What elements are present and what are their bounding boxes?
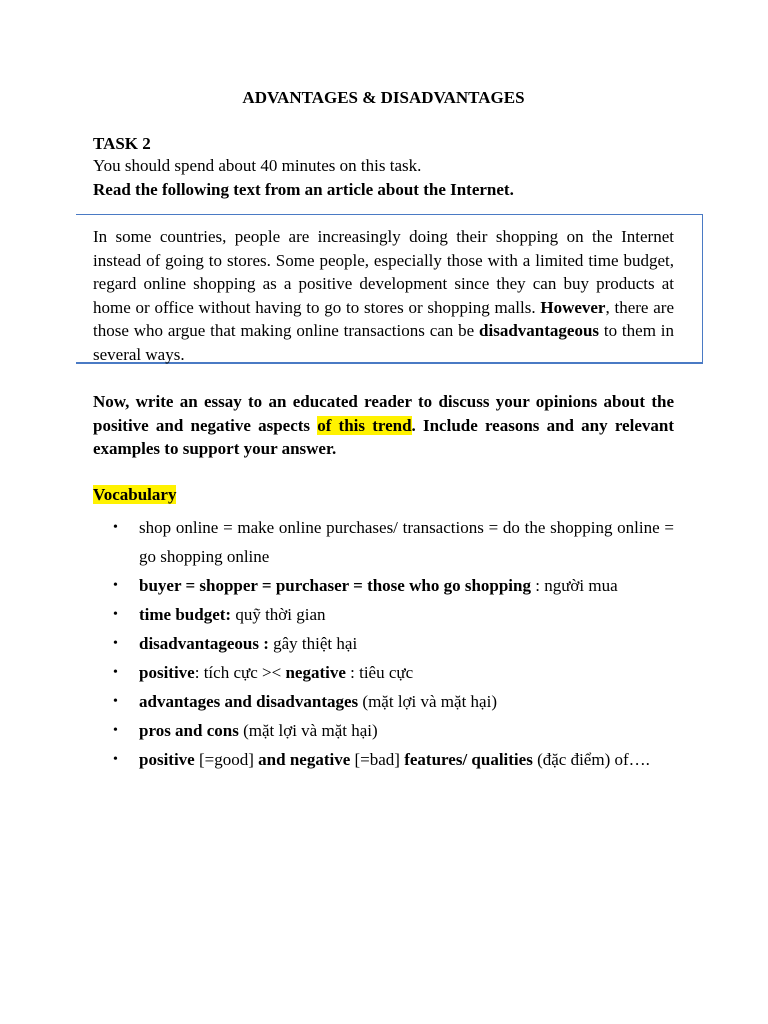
vocabulary-list [93, 513, 674, 774]
bullet-icon: • [113, 578, 118, 593]
article-excerpt [93, 225, 674, 367]
prompt-part1: Now, write an essay to an educated reader to discuss your opinions about the positive and negative aspects [93, 392, 674, 435]
vocab-term: negative [285, 663, 346, 682]
vocab-definition: [=bad] [350, 750, 405, 769]
vocabulary-item [93, 571, 674, 600]
vocabulary-item [93, 745, 674, 774]
vocabulary-item [93, 600, 674, 629]
task-read-instruction: Read the following text from an article about the Internet. [93, 180, 514, 199]
bullet-icon: • [113, 636, 118, 651]
prompt-part2: . Include reasons and any relevant examples to support your answer. [93, 415, 674, 459]
vocab-definition: quỹ thời gian [231, 605, 326, 624]
vocabulary-item [93, 513, 674, 571]
task-time-instruction: You should spend about 40 minutes on this task. [93, 156, 422, 175]
vocabulary-item [93, 658, 674, 687]
vocab-definition: (mặt lợi và mặt hại) [358, 692, 497, 711]
vocab-term: time budget: [139, 605, 232, 624]
vocab-term: disadvantageous : [139, 634, 269, 653]
vocabulary-heading-text: Vocabulary [93, 485, 177, 504]
excerpt-text-part1: In some countries, people are increasingly doing their shopping on the Internet instead of going to stores. Some people, especially those with a limited time budget, regard online shopping as a positive development since they can buy products at home or office without having to go to stores or shopping malls. [93, 227, 674, 317]
bullet-icon: • [113, 752, 118, 767]
vocab-term: positive [139, 663, 195, 682]
vocab-definition: (đặc điểm) of…. [532, 750, 650, 769]
vocab-term: advantages and disadvantages [139, 692, 359, 711]
vocab-definition: : người mua [530, 576, 618, 595]
bullet-icon: • [113, 723, 118, 738]
excerpt-text-part3: to them in several ways. [93, 321, 674, 364]
vocab-term: and negative [258, 750, 351, 769]
excerpt-text-part2: , there are those who argue that making online transactions can be [93, 297, 674, 341]
vocabulary-item [93, 687, 674, 716]
vocab-text: shop online = make online purchases/ transactions = do the shopping online = go shopping online [139, 518, 674, 566]
vocabulary-heading [93, 484, 176, 506]
task-heading: TASK 2 [93, 134, 151, 153]
bullet-icon: • [113, 694, 118, 709]
vocab-term: pros and cons [139, 721, 239, 740]
prompt-highlight: of this trend [317, 415, 412, 435]
bullet-icon: • [113, 665, 118, 680]
excerpt-disadvantageous: disadvantageous [479, 321, 600, 341]
vocab-definition: (mặt lợi và mặt hại) [238, 721, 378, 740]
vocab-term: positive [139, 750, 195, 769]
vocab-definition: : tiêu cực [345, 663, 414, 682]
vocabulary-item [93, 716, 674, 745]
vocab-definition: [=good] [194, 750, 259, 769]
vocabulary-item [93, 629, 674, 658]
vocab-term: features/ qualities [404, 750, 533, 769]
bullet-icon: • [113, 520, 118, 535]
excerpt-however: However [540, 297, 606, 317]
essay-prompt [93, 390, 674, 461]
vocab-term: buyer = shopper = purchaser = those who go shopping [139, 576, 531, 595]
page-title: ADVANTAGES & DISADVANTAGES [242, 88, 525, 107]
vocab-definition: : tích cực >< [194, 663, 286, 682]
vocab-definition: gây thiệt hại [268, 634, 358, 653]
bullet-icon: • [113, 607, 118, 622]
